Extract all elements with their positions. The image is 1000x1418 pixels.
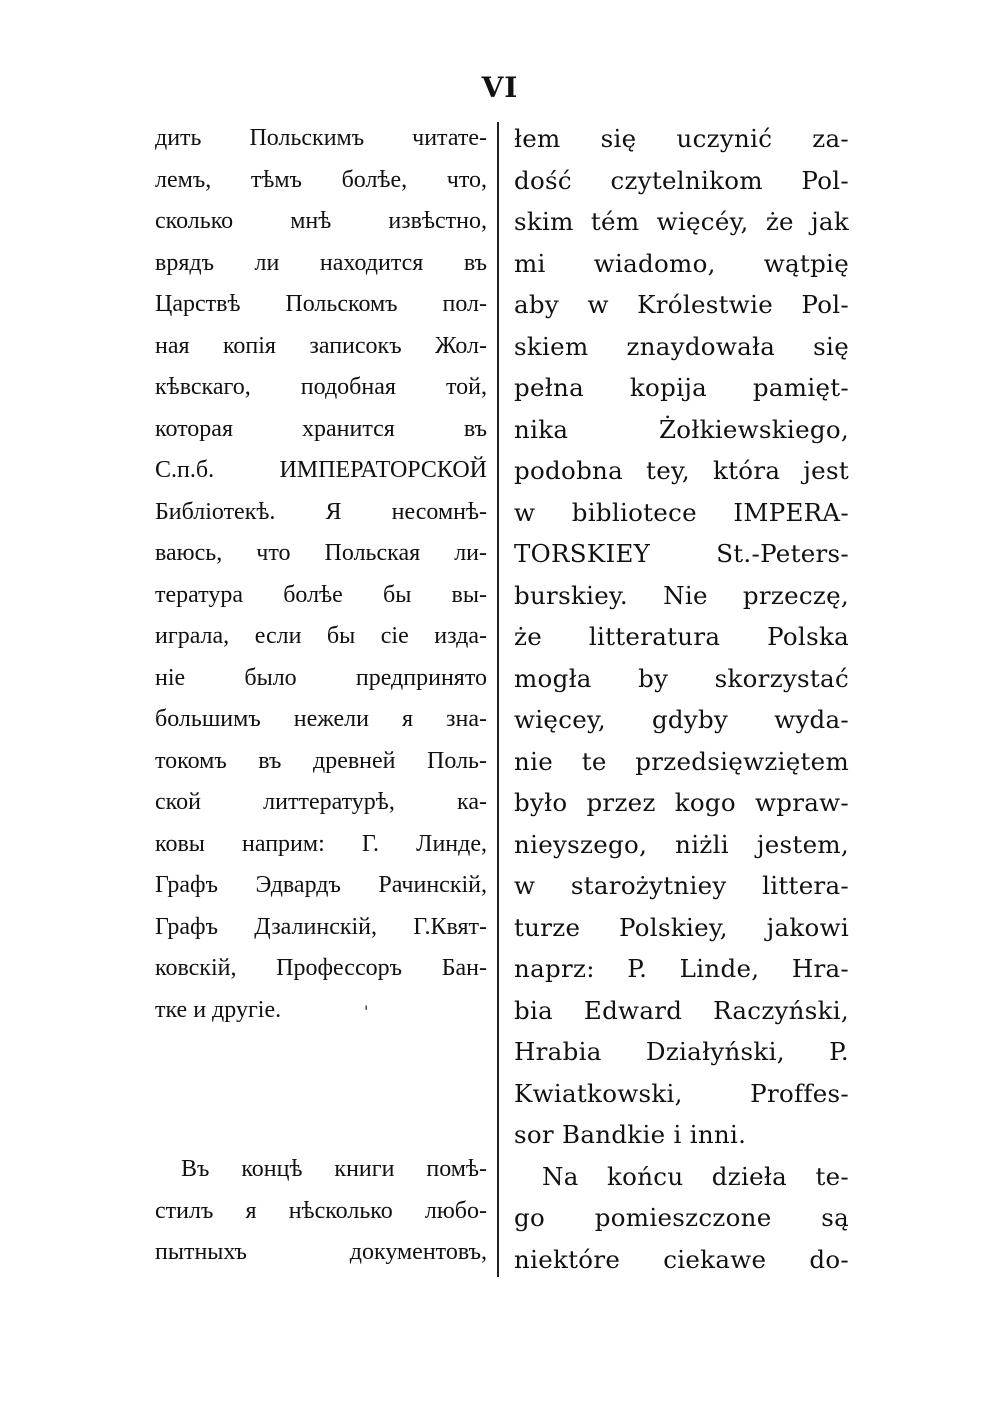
text-line: burskiey. Nie przeczę, (514, 580, 849, 610)
text-line: Kwiatkowski, Proffes- (514, 1078, 849, 1108)
right-paragraph-1 (514, 118, 849, 1156)
text-line: токомъ въ древней Поль- (155, 747, 487, 774)
text-line: сколько мнѣ извѣстно, (155, 208, 487, 234)
text-line: Библіотекѣ. Я несомнѣ- (155, 498, 487, 525)
text-line: więcey, gdyby wyda- (514, 705, 849, 734)
text-line: skim tém więcéy, że jak (514, 207, 849, 236)
text-line: bia Edward Raczyński, (514, 995, 849, 1025)
text-line: играла, если бы сіе изда- (155, 623, 487, 649)
text-line: ковы наприм: Г. Линде, (155, 830, 487, 857)
stray-ink-mark: ' (364, 1002, 369, 1021)
left-paragraph-2 (155, 1149, 487, 1274)
text-line: которая хранится въ (155, 415, 487, 442)
left-column-russian (155, 118, 487, 1274)
text-line: mogła by skorzystać (514, 663, 849, 693)
page-number: VI (481, 71, 519, 104)
text-line: Hrabia Działyński, P. (514, 1037, 849, 1066)
text-line: ковскій, Профессоръ Бан- (155, 955, 487, 981)
text-line: nika Żołkiewskiego, (514, 414, 849, 444)
text-line: ная копія записокъ Жол- (155, 332, 487, 359)
text-line: TORSKIEY St.-Peters- (514, 539, 849, 568)
text-line: Въ концѣ книги помѣ- (181, 1156, 487, 1182)
text-line: стилъ я нѣсколько любо- (155, 1197, 487, 1224)
text-line: Графъ Дзалинскій, Г.Квят- (155, 913, 487, 940)
text-line: go pomieszczone są (514, 1203, 849, 1232)
text-line: aby w Królestwie Pol- (514, 290, 849, 319)
text-line: że litteratura Polska (514, 622, 849, 651)
text-line: Царствѣ Польскомъ пол- (155, 291, 487, 317)
left-paragraph-1 (155, 118, 487, 1031)
paragraph-gap (155, 1031, 487, 1149)
text-line: Графъ Эдвардъ Рачинскій, (155, 872, 487, 898)
text-line: тература болѣе бы вы- (155, 581, 487, 608)
text-line: ваюсь, что Польская ли- (155, 540, 487, 566)
text-line: było przez kogo wpraw- (514, 788, 849, 817)
text-line: w bibliotece IMPERA- (514, 497, 849, 527)
text-line: łem się uczynić za- (514, 124, 849, 153)
text-line: pełna kopija pamięt- (514, 373, 849, 402)
text-line: dość czytelnikom Pol- (514, 165, 849, 195)
text-line: w starożytniey littera- (514, 871, 849, 900)
text-line: кѣвскаго, подобная той, (155, 374, 487, 400)
right-paragraph-2 (514, 1156, 849, 1281)
text-line: nie te przedsięwziętem (514, 746, 849, 776)
text-line: большимъ нежели я зна- (155, 706, 487, 732)
text-line: naprz: P. Linde, Hra- (514, 954, 849, 983)
right-column-polish (514, 118, 849, 1280)
text-line: skiem znaydowała się (514, 331, 849, 361)
text-line: mi wiadomo, wątpię (514, 248, 849, 278)
text-line: тке и другіе. (155, 996, 282, 1023)
text-line: пытныхъ документовъ, (155, 1239, 487, 1265)
text-line: С.п.б. ИМПЕРАТОРСКОЙ (155, 457, 487, 483)
text-line: nieyszego, niżli jestem, (514, 829, 849, 859)
text-line: sor Bandkie i inni. (514, 1120, 747, 1149)
text-line: Na końcu dzieła te- (542, 1161, 849, 1191)
text-line: niektóre ciekawe do- (514, 1244, 849, 1274)
column-divider (497, 122, 499, 1277)
text-line: podobna tey, która jest (514, 456, 849, 485)
text-line: лемъ, тѣмъ болѣе, что, (155, 166, 487, 193)
text-line: ніе было предпринято (155, 664, 487, 691)
text-line: ской литтературѣ, ка- (155, 789, 487, 815)
text-line: врядъ ли находится въ (155, 249, 487, 276)
text-line: turze Polskiey, jakowi (514, 912, 849, 942)
text-line: дить Польскимъ читате- (155, 125, 487, 151)
